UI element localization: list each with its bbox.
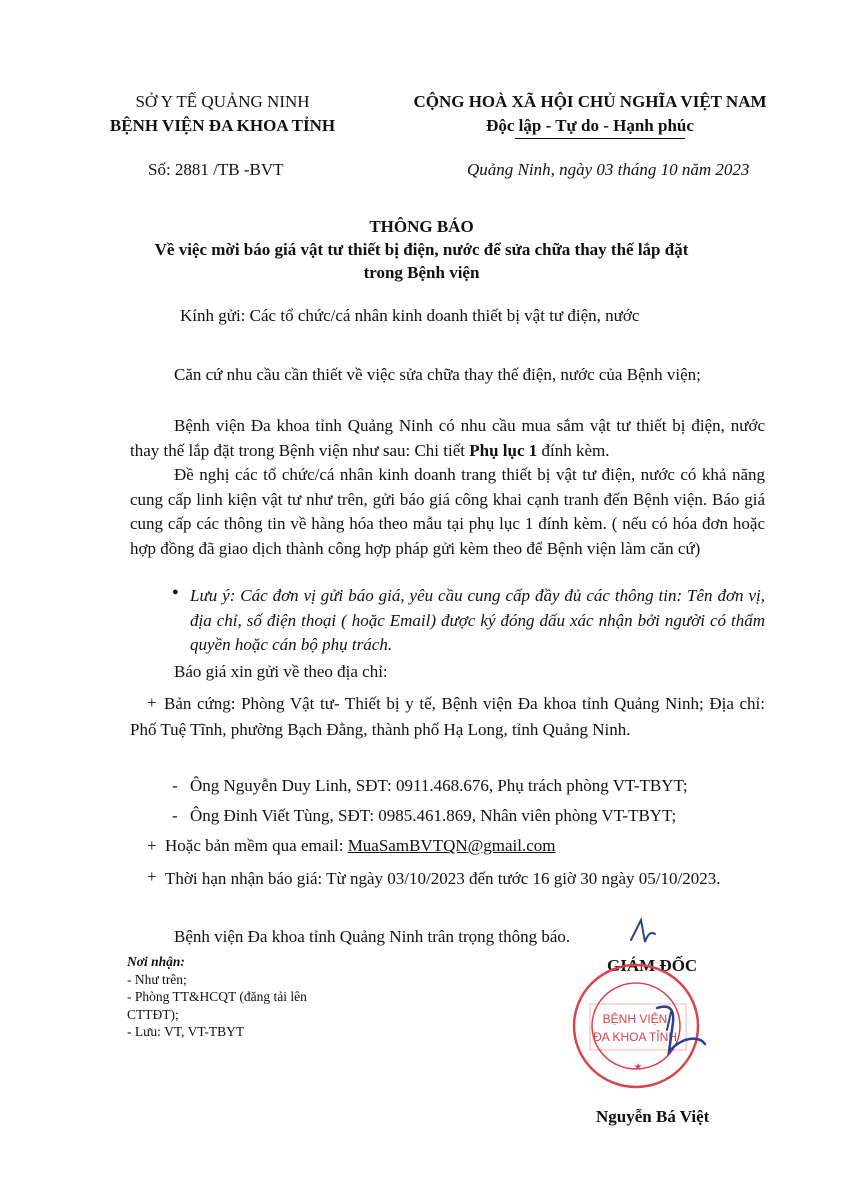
email-link[interactable]: MuaSamBVTQN@gmail.com [347,836,556,855]
recipients-block [127,953,307,1041]
plus-marker-softcopy: + [147,836,157,855]
hospital-name: BỆNH VIỆN ĐA KHOA TỈNH [109,116,336,135]
recipients-item: - Lưu: VT, VT-TBYT [127,1024,245,1039]
deadline-text: Thời hạn nhận báo giá: Từ ngày 03/10/2023 đến tước 16 giờ 30 ngày 05/10/2023. [165,869,721,888]
recipients-item: CTTĐT); [127,1006,179,1022]
need-text: Bệnh viện Đa khoa tỉnh Quảng Ninh có nhu cầu mua sắm vật tư thiết bị điện, nước thay thế lắp đặt trong Bệnh viện như sau: Chi tiết [130,416,765,460]
department-name: SỞ Y TẾ QUẢNG NINH [135,92,310,111]
recipients-item: - Như trên; [127,971,187,987]
paragraph-request: Đề nghị các tổ chức/cá nhân kinh doanh trang thiết bị vật tư điện, nước có khả năng cung cấp linh kiện vật tư như trên, gửi báo giá công khai cạnh tranh đến Bệnh viện. Báo giá cung cấp các thông tin về hàng hóa theo mẫu tại phụ lục 1 đính kèm. ( nếu có hóa đơn hoặc hợp đồng đã giao dịch thành công hợp pháp gửi kèm theo để Bệnh viện làm căn cứ) [130,465,765,558]
dash-marker-contact1: - [172,776,178,795]
issuing-authority [95,90,350,138]
dash-marker-contact2: - [172,806,178,825]
hardcopy-address: Bản cứng: Phòng Vật tư- Thiết bị y tế, Bệnh viện Đa khoa tỉnh Quảng Ninh; Địa chỉ: Phố Tuệ Tĩnh, phường Bạch Đằng, thành phố Hạ Long, tỉnh Quảng Ninh. [130,694,765,739]
closing-line: Bệnh viện Đa khoa tỉnh Quảng Ninh trân trọng thông báo. [174,927,571,946]
note-text: Lưu ý: Các đơn vị gửi báo giá, yêu cầu cung cấp đầy đủ các thông tin: Tên đơn vị, địa chỉ, số điện thoại ( hoặc Email) được ký đóng dấu xác nhận bởi người có thẩm quyền hoặc cán bộ phụ trách. [190,586,765,654]
address-intro: Báo giá xin gửi về theo địa chỉ: [174,662,388,681]
motto-underline [515,138,685,139]
document-date: Quảng Ninh, ngày 03 tháng 10 năm 2023 [467,160,750,179]
plus-marker-deadline: + [147,867,157,886]
signature-role: GIÁM ĐỐC [607,956,698,975]
document-title [100,215,743,284]
plus-marker-hardcopy: + [147,693,157,712]
national-heading [370,90,810,138]
need-text-end: đính kèm. [537,440,610,460]
recipients-item: - Phòng TT&HCQT (đăng tải lên [127,989,307,1004]
recipient-line: Kính gửi: Các tổ chức/cá nhân kinh doanh thiết bị vật tư điện, nước [180,306,640,325]
title-subtitle-line1: Về việc mời báo giá vật tư thiết bị điện, nước để sửa chữa thay thế lắp đặt [154,240,689,259]
stamp-line1: BỆNH VIỆN [602,1012,668,1026]
paragraph-need [130,414,765,463]
title-main: THÔNG BÁO [369,217,474,236]
softcopy-label: Hoặc bản mềm qua email: [165,836,348,855]
signer-name: Nguyễn Bá Việt [596,1107,710,1126]
appendix-ref: Phụ lục 1 [469,440,538,460]
note-bullet-icon: ● [172,586,179,598]
motto: Độc lập - Tự do - Hạnh phúc [486,116,694,135]
stamp-line2: ĐA KHOA TỈNH [593,1030,677,1044]
paragraph-basis: Căn cứ nhu cầu cần thiết về việc sửa chữa thay thế điện, nước của Bệnh viện; [174,365,701,384]
contact-tung: Ông Đinh Viết Tùng, SĐT: 0985.461.869, Nhân viên phòng VT-TBYT; [190,806,677,825]
svg-text:★: ★ [633,1062,643,1073]
title-subtitle-line2: trong Bệnh viện [363,263,480,282]
recipients-heading: Nơi nhận: [127,954,185,969]
document-number: Số: 2881 /TB -BVT [148,160,284,179]
softcopy-line [165,836,556,856]
country-name: CỘNG HOÀ XÃ HỘI CHỦ NGHĨA VIỆT NAM [413,92,767,111]
contact-linh: Ông Nguyễn Duy Linh, SĐT: 0911.468.676, Phụ trách phòng VT-TBYT; [190,776,688,795]
handwritten-signature-icon [615,912,725,1072]
